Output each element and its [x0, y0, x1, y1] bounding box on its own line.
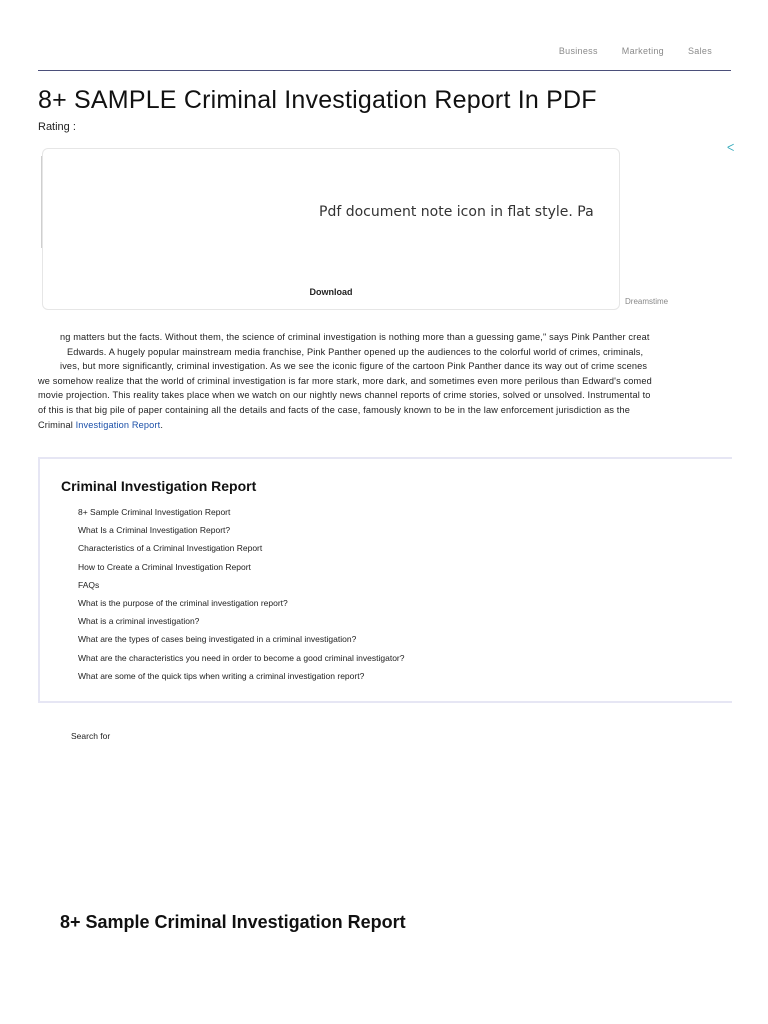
intro-text: . — [160, 419, 164, 430]
toc-link[interactable]: Characteristics of a Criminal Investigation Report — [78, 543, 263, 554]
search-for-label: Search for — [71, 731, 111, 741]
toc-link[interactable]: What are some of the quick tips when writing a criminal investigation report? — [78, 670, 365, 681]
nav-link-business[interactable]: Business — [558, 46, 598, 56]
nav-link-sales[interactable]: Sales — [687, 46, 712, 56]
toc-item — [78, 521, 404, 539]
ad-caption: Pdf document note icon in flat style. Pa — [319, 204, 594, 220]
toc-title: Criminal Investigation Report — [61, 478, 257, 494]
intro-line: Edwards. A hugely popular mainstream media franchise, Pink Panther opened up the audiences to the colorful world of crimes, criminals, — [67, 346, 644, 357]
toc-item — [78, 576, 404, 594]
investigation-report-link[interactable]: Investigation Report — [75, 419, 161, 430]
toc-link[interactable]: What Is a Criminal Investigation Report? — [78, 525, 231, 536]
toc-list — [78, 503, 404, 685]
ad-choices-icon[interactable]: ᐸ — [727, 143, 735, 154]
intro-paragraph — [38, 330, 732, 434]
intro-line: we somehow realize that the world of criminal investigation is far more stark, more dark, and sometimes even more perilous than Edward's comed — [38, 375, 652, 386]
toc-link[interactable]: FAQs — [78, 579, 100, 590]
ad-source-label: Dreamstime — [625, 297, 669, 306]
toc-link[interactable]: What is the purpose of the criminal investigation report? — [78, 598, 288, 609]
toc-item — [78, 503, 404, 521]
toc-item — [78, 558, 404, 576]
toc-item — [78, 594, 404, 612]
toc-item — [78, 612, 404, 630]
toc-link[interactable]: What are the characteristics you need in order to become a good criminal investigator? — [78, 652, 405, 663]
toc-item — [78, 539, 404, 557]
table-of-contents — [38, 457, 732, 703]
toc-item — [78, 630, 404, 648]
ad-download-button[interactable]: Download — [309, 287, 353, 297]
intro-line: movie projection. This reality takes place when we watch on our nightly news channel reports of crime stories, solved or unsolved. Instrumental to — [38, 390, 651, 401]
intro-line: ng matters but the facts. Without them, the science of criminal investigation is nothing more than a guessing game," says Pink Panther creat — [60, 332, 650, 342]
toc-link[interactable]: What is a criminal investigation? — [78, 616, 200, 627]
section-heading: 8+ Sample Criminal Investigation Report — [60, 912, 406, 932]
toc-item — [78, 649, 404, 667]
page-title: 8+ SAMPLE Criminal Investigation Report In PDF — [38, 86, 597, 114]
ad-card[interactable] — [42, 148, 620, 310]
top-nav — [559, 46, 712, 56]
rating-label: Rating : — [38, 121, 76, 133]
intro-text: Criminal — [38, 419, 76, 430]
intro-line: of this is that big pile of paper containing all the details and facts of the case, famously known to be in the law enforcement jurisdiction as the — [38, 404, 631, 415]
toc-item — [78, 667, 404, 685]
intro-line: ives, but more significantly, criminal investigation. As we see the iconic figure of the cartoon Pink Panther dance its way out of crime scenes — [60, 361, 648, 372]
toc-link[interactable]: How to Create a Criminal Investigation Report — [78, 561, 251, 572]
toc-link[interactable]: What are the types of cases being investigated in a criminal investigation? — [78, 634, 357, 645]
header-divider — [38, 70, 731, 71]
toc-link[interactable]: 8+ Sample Criminal Investigation Report — [78, 507, 231, 517]
intro-last-line — [38, 418, 732, 433]
nav-link-marketing[interactable]: Marketing — [621, 46, 664, 56]
